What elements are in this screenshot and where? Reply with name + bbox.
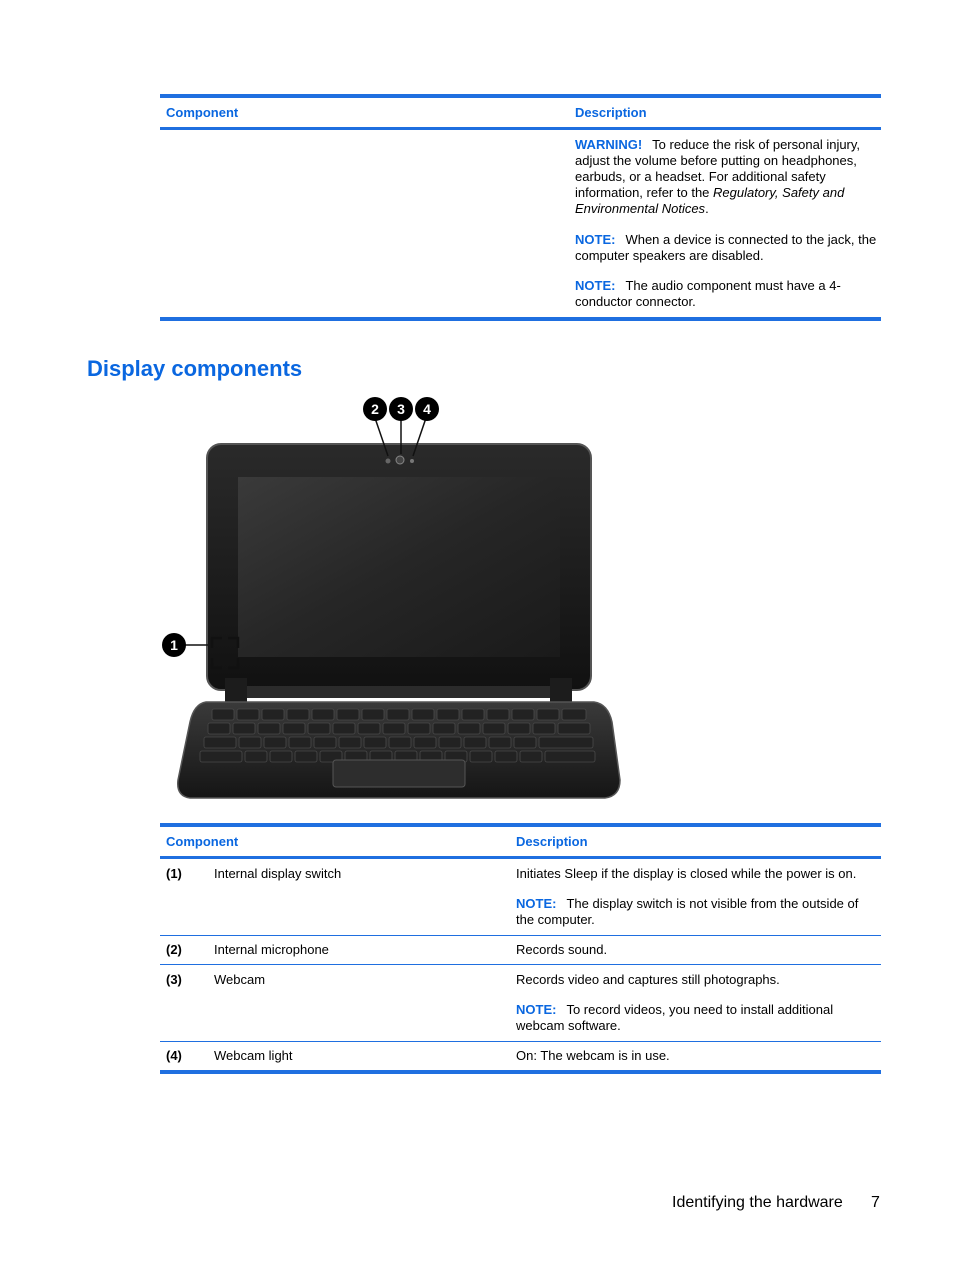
header-description: Description (575, 105, 647, 120)
warning-label: WARNING! (575, 137, 643, 152)
microphone-dot (386, 459, 391, 464)
header-description: Description (516, 834, 588, 849)
callout-1-label: 1 (170, 637, 178, 653)
callout-3 (389, 397, 413, 421)
row-description: Records video and captures still photographs. (516, 972, 780, 987)
row-component-name: Webcam (214, 972, 266, 987)
warning-text-end: . (705, 201, 709, 216)
note-block (575, 232, 880, 264)
footer-section-name: Identifying the hardware (672, 1194, 843, 1211)
table-bottom-rule (160, 317, 881, 321)
table-bottom-rule (160, 1070, 881, 1074)
note-text: The display switch is not visible from the outside of the computer. (516, 896, 859, 927)
table-top-rule (160, 94, 881, 98)
note-text: The audio component must have a 4-conductor connector. (575, 278, 841, 309)
callout-4-label: 4 (423, 401, 431, 417)
callout-2-label: 2 (371, 401, 379, 417)
note-text: To record videos, you need to install additional webcam software. (516, 1002, 834, 1033)
note-label: NOTE: (516, 1002, 557, 1017)
table-header-rule (160, 856, 881, 859)
laptop-screen (238, 477, 560, 657)
table-header-rule (160, 127, 881, 130)
warning-block (575, 137, 880, 217)
row-note (516, 896, 878, 928)
webcam-lens (396, 456, 404, 464)
header-component: Component (166, 105, 239, 120)
callout-3-label: 3 (397, 401, 405, 417)
laptop-figure (150, 392, 630, 804)
callout-4 (415, 397, 439, 421)
note-block (575, 278, 855, 310)
row-component-name: Webcam light (214, 1048, 293, 1063)
row-divider (160, 935, 881, 936)
touchpad (333, 760, 465, 787)
row-description: On: The webcam is in use. (516, 1048, 670, 1063)
callout-2 (363, 397, 387, 421)
section-title: Display components (87, 356, 303, 381)
row-number: (4) (166, 1048, 182, 1063)
warning-text: To reduce the risk of personal injury, adjust the volume before putting on headphones, earbuds, or a headset. For additional safety information, refer to the (575, 137, 861, 200)
row-divider (160, 964, 881, 965)
row-number: (2) (166, 942, 182, 957)
table-top-rule (160, 823, 881, 827)
note-label: NOTE: (575, 232, 616, 247)
row-number: (1) (166, 866, 182, 881)
row-divider (160, 1041, 881, 1042)
header-component: Component (166, 834, 239, 849)
row-component-name: Internal microphone (214, 942, 329, 957)
footer-page-number: 7 (871, 1194, 880, 1211)
row-note (516, 1002, 856, 1034)
note-label: NOTE: (516, 896, 557, 911)
warning-italic-ref: Regulatory, Safety and Environmental Notices (575, 185, 845, 216)
note-label: NOTE: (575, 278, 616, 293)
callout-1 (162, 633, 186, 657)
webcam-light-dot (410, 459, 414, 463)
row-component-name: Internal display switch (214, 866, 342, 881)
row-description: Records sound. (516, 942, 608, 957)
row-description: Initiates Sleep if the display is closed while the power is on. (516, 866, 857, 881)
note-text: When a device is connected to the jack, the computer speakers are disabled. (575, 232, 877, 263)
row-number: (3) (166, 972, 182, 987)
